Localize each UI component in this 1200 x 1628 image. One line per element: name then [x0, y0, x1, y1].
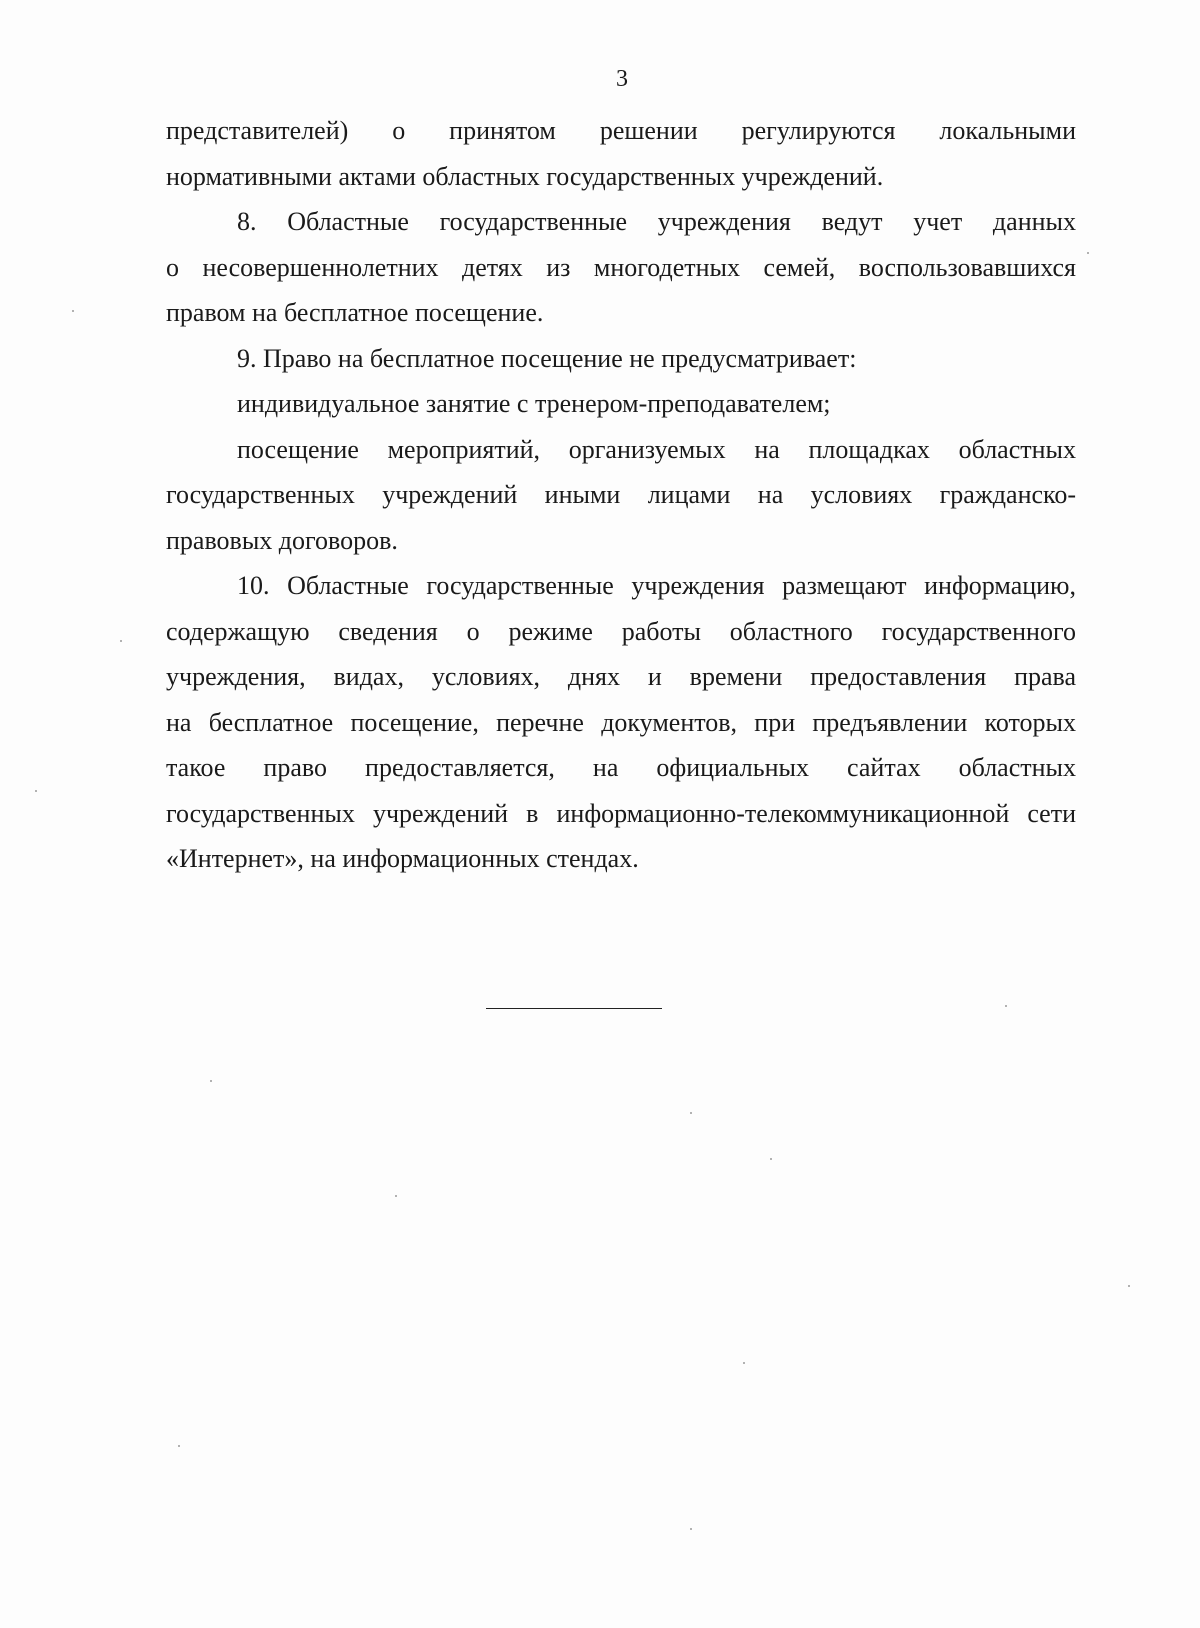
text-line: нормативными актами областных государственных учреждений.	[166, 161, 884, 191]
paragraph-9-item-2	[166, 427, 1076, 564]
text-line: содержащую сведения о режиме работы областного государственного	[166, 616, 1076, 646]
scan-speck	[210, 1080, 212, 1082]
text-line: правовых договоров.	[166, 525, 398, 555]
document-body	[166, 108, 1076, 882]
scan-speck	[1005, 1005, 1007, 1007]
text-line: 9. Право на бесплатное посещение не предусматривает:	[237, 343, 857, 373]
text-line: представителей) о принятом решении регулируются локальными	[166, 116, 1076, 145]
page-number: 3	[616, 66, 628, 92]
paragraph-9	[166, 336, 1076, 382]
scan-speck	[1128, 1285, 1130, 1287]
text-line: посещение мероприятий, организуемых на площадках областных	[237, 434, 1076, 464]
text-line: учреждения, видах, условиях, днях и времени предоставления права	[166, 662, 1076, 691]
paragraph-continuation	[166, 108, 1076, 199]
end-of-document-rule	[486, 1008, 662, 1009]
text-line: 10. Областные государственные учреждения размещают информацию,	[237, 571, 1076, 600]
text-line: государственных учреждений в информационно-телекоммуникационной сети	[166, 798, 1076, 828]
scan-speck	[743, 1362, 745, 1364]
paragraph-8	[166, 199, 1076, 336]
text-line: на бесплатное посещение, перечне документов, при предъявлении которых	[166, 707, 1076, 737]
scan-speck	[72, 310, 74, 312]
scan-speck	[690, 1528, 692, 1530]
text-line: индивидуальное занятие с тренером-преподавателем;	[237, 389, 831, 418]
scan-speck	[35, 790, 37, 792]
text-line: 8. Областные государственные учреждения ведут учет данных	[237, 207, 1076, 236]
text-line: государственных учреждений иными лицами на условиях гражданско-	[166, 480, 1076, 509]
text-line: такое право предоставляется, на официальных сайтах областных	[166, 753, 1076, 782]
scan-speck	[770, 1158, 772, 1160]
paragraph-10	[166, 563, 1076, 882]
scan-speck	[1087, 252, 1089, 254]
scan-speck	[120, 640, 122, 642]
text-line: правом на бесплатное посещение.	[166, 298, 544, 327]
scan-speck	[690, 1112, 692, 1114]
scan-speck	[178, 1445, 180, 1447]
scan-speck	[395, 1195, 397, 1197]
text-line: о несовершеннолетних детях из многодетных семей, воспользовавшихся	[166, 252, 1076, 282]
text-line: «Интернет», на информационных стендах.	[166, 844, 639, 873]
paragraph-9-item-1	[166, 381, 1076, 427]
